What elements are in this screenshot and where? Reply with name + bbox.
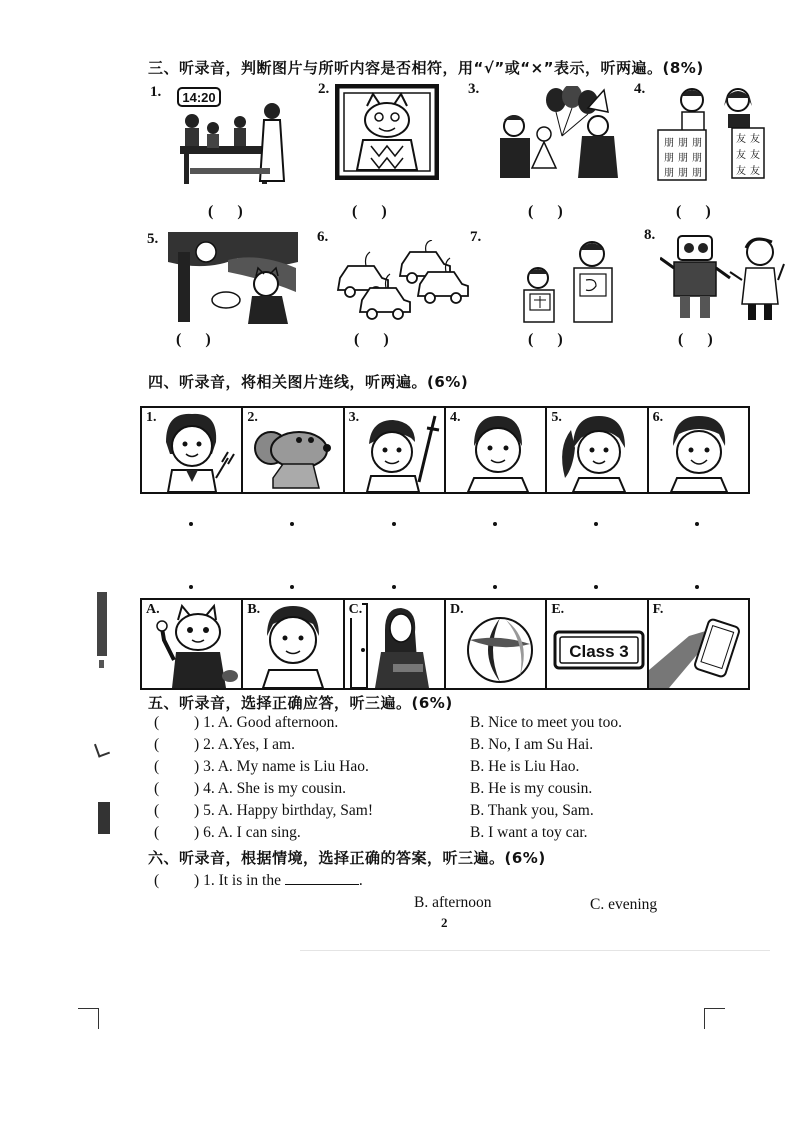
question-row[interactable]: ( ) 5. A. Happy birthday, Sam! <box>154 802 373 819</box>
section5-title: 五、听录音，选择正确应答，听三遍。(6%) <box>148 694 453 712</box>
boy-raising-hand-icon <box>345 408 445 492</box>
sign-char: 友 <box>736 166 746 177</box>
match-cell-A[interactable] <box>142 600 243 688</box>
match-cell-5[interactable] <box>547 408 648 492</box>
girl-waving-icon <box>142 408 242 492</box>
robot-boy-picture <box>660 232 786 322</box>
option-b: B. Thank you, Sam. <box>470 802 594 819</box>
item-number: 3. <box>468 81 480 97</box>
match-cell-4[interactable] <box>446 408 547 492</box>
item-number: 8. <box>644 227 656 243</box>
match-cell-B[interactable] <box>243 600 344 688</box>
cell-label: A. <box>146 602 160 617</box>
cell-label: 1. <box>146 410 157 425</box>
cell-label: 6. <box>652 410 664 425</box>
match-cell-6[interactable] <box>649 408 748 492</box>
connect-dot[interactable] <box>290 585 294 589</box>
match-cell-1[interactable] <box>142 408 243 492</box>
cell-label: 5. <box>551 410 562 425</box>
board-char: 朋 <box>692 168 702 179</box>
birthday-party-picture <box>492 86 622 184</box>
section6-title: 六、听录音，根据情境，选择正确的答案，听三遍。(6%) <box>148 849 546 867</box>
answer-parentheses[interactable]: ( ) <box>176 331 211 348</box>
board-char: 朋 <box>692 153 702 164</box>
item-number: 6. <box>317 229 329 245</box>
question-row[interactable]: ( ) 4. A. She is my cousin. <box>154 780 347 797</box>
question-text: ( ) 1. It is in the <box>154 872 281 889</box>
answer-parentheses[interactable]: ( ) <box>352 203 387 220</box>
question-row[interactable]: ( ) 1. A. Good afternoon. <box>154 714 339 731</box>
option-b: B. He is my cousin. <box>470 780 593 797</box>
option-b: B. I want a toy car. <box>470 824 588 841</box>
friends-characters-picture <box>656 84 766 184</box>
connect-dot[interactable] <box>189 585 193 589</box>
connect-dot[interactable] <box>493 522 497 526</box>
match-cell-3[interactable] <box>345 408 446 492</box>
connect-dot[interactable] <box>695 585 699 589</box>
framed-cat-picture <box>335 84 439 180</box>
match-cell-E[interactable] <box>547 600 648 688</box>
connect-dot[interactable] <box>189 522 193 526</box>
crop-mark <box>78 1008 99 1029</box>
crop-mark <box>704 1008 725 1029</box>
cell-label: C. <box>348 602 363 617</box>
sign-char: 友 <box>750 150 760 161</box>
bottom-picture-strip <box>140 598 750 690</box>
mouse-icon <box>243 408 343 492</box>
cell-label: D. <box>449 602 464 617</box>
question-row[interactable] <box>154 872 363 890</box>
answer-parentheses[interactable]: ( ) <box>528 331 563 348</box>
top-picture-strip <box>140 406 750 494</box>
option-c: C. evening <box>590 896 658 913</box>
item-number: 5. <box>147 231 159 247</box>
connect-dot[interactable] <box>290 522 294 526</box>
boy-smiling-icon <box>649 408 748 492</box>
match-cell-2[interactable] <box>243 408 344 492</box>
match-cell-F[interactable] <box>649 600 748 688</box>
sign-char: 友 <box>736 134 746 145</box>
binding-mark <box>94 740 110 757</box>
scan-line <box>300 950 770 951</box>
girl-ponytail-icon <box>547 408 647 492</box>
two-boys-picture <box>512 238 622 324</box>
match-cell-C[interactable] <box>345 600 446 688</box>
cell-label: F. <box>652 602 664 617</box>
connect-dot[interactable] <box>594 585 598 589</box>
answer-blank[interactable] <box>285 872 359 885</box>
option-b: B. No, I am Su Hai. <box>470 736 594 753</box>
option-b: B. He is Liu Hao. <box>470 758 580 775</box>
answer-parentheses[interactable]: ( ) <box>528 203 563 220</box>
answer-parentheses[interactable]: ( ) <box>208 203 243 220</box>
section3-title: 三、听录音，判断图片与所听内容是否相符，用“√”或“×”表示，听两遍。(8%) <box>148 59 704 77</box>
sign-char: 友 <box>736 150 746 161</box>
clock-time: 14:20 <box>182 90 216 105</box>
option-b: B. afternoon <box>414 894 492 911</box>
toy-cars-picture <box>336 240 472 320</box>
page-number: 2 <box>441 915 448 930</box>
sign-char: 友 <box>750 166 760 177</box>
cat-tree-picture <box>168 232 298 324</box>
boy-face-icon <box>446 408 546 492</box>
cell-label: 4. <box>449 410 461 425</box>
binding-mark <box>97 592 107 656</box>
answer-parentheses[interactable]: ( ) <box>678 331 713 348</box>
question-row[interactable]: ( ) 3. A. My name is Liu Hao. <box>154 758 369 775</box>
connect-dot[interactable] <box>695 522 699 526</box>
phone-in-hand-icon <box>649 600 748 688</box>
connect-dot[interactable] <box>594 522 598 526</box>
board-char: 朋 <box>692 138 702 149</box>
cell-label: 2. <box>247 410 258 425</box>
item-number: 2. <box>318 81 330 97</box>
class-sign-text: Class 3 <box>569 642 630 661</box>
section4-title: 四、听录音，将相关图片连线，听两遍。(6%) <box>148 373 469 391</box>
answer-parentheses[interactable]: ( ) <box>676 203 711 220</box>
question-row[interactable]: ( ) 6. A. I can sing. <box>154 824 301 841</box>
item-number: 7. <box>470 229 482 245</box>
board-char: 朋 <box>664 138 674 149</box>
connect-dot[interactable] <box>392 585 396 589</box>
board-char: 朋 <box>678 138 688 149</box>
answer-parentheses[interactable]: ( ) <box>354 331 389 348</box>
cell-label: 3. <box>348 410 360 425</box>
item-number: 4. <box>634 81 646 97</box>
match-cell-D[interactable] <box>446 600 547 688</box>
question-end: . <box>358 872 363 889</box>
board-char: 朋 <box>678 168 688 179</box>
option-b: B. Nice to meet you too. <box>470 714 622 731</box>
board-char: 朋 <box>664 153 674 164</box>
question-row[interactable]: ( ) 2. A.Yes, I am. <box>154 736 295 753</box>
item-number: 1. <box>150 84 162 100</box>
classroom-picture <box>170 86 295 186</box>
cell-label: E. <box>551 602 565 617</box>
cell-label: B. <box>247 602 261 617</box>
board-char: 朋 <box>664 168 674 179</box>
connect-dot[interactable] <box>392 522 396 526</box>
binding-mark <box>98 802 110 834</box>
sign-char: 友 <box>750 134 760 145</box>
connect-dot[interactable] <box>493 585 497 589</box>
board-char: 朋 <box>678 153 688 164</box>
binding-mark <box>99 660 104 668</box>
